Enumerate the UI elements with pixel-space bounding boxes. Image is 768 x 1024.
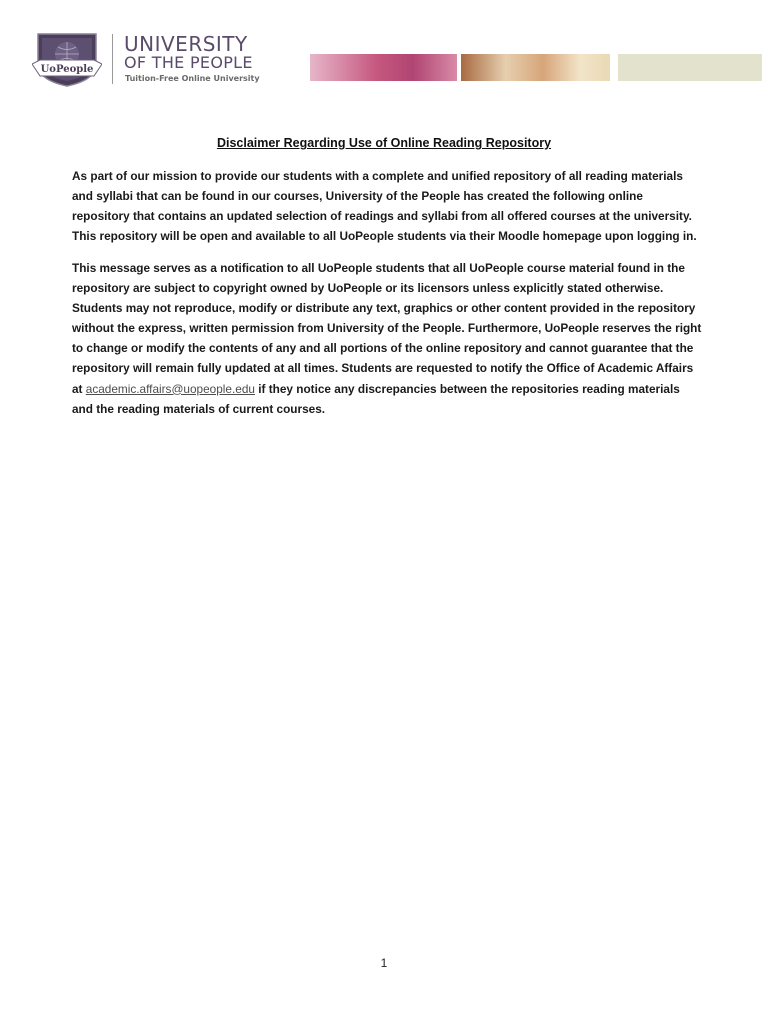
paragraph-copyright-text: This message serves as a notification to all UoPeople students that all UoPeople course material found in the repository are subject to copyright owned by UoPeople or its licensors unless explicitly stated otherwise. Students may not reproduce, modify or distribute any text, graphics or other content provided in the repository without the express, written permission from University of the People. Furthermore, UoPeople reserves the right to change or modify the contents of any and all portions of the online repository and cannot guarantee that the repository will remain fully updated at all times. Students are requested to notify the Office of Academic Affairs at [72, 261, 702, 396]
header-banner-block-3 [618, 54, 762, 81]
university-crest-logo [32, 30, 102, 88]
document-title: Disclaimer Regarding Use of Online Reading Repository [216, 136, 552, 150]
paragraph-mission: As part of our mission to provide our students with a complete and unified repository of all reading materials and syllabi that can be found in our courses, University of the People has created the following online repository that contains an updated selection of readings and syllabi from all offered courses at the university. This repository will be open and available to all UoPeople students via their Moodle homepage upon logging in. [72, 169, 697, 244]
header-banner-image-1 [310, 54, 457, 81]
logo-title-line-2: OF THE PEOPLE [124, 53, 253, 72]
logo-title-line-1: UNIVERSITY [124, 32, 248, 56]
logo-divider [112, 34, 113, 84]
paragraph-copyright-notice [72, 258, 702, 419]
paragraph-copyright-text-end: if they notice any discrepancies between the repositories reading materials and the reading materials of current courses. [72, 381, 680, 416]
logo-tagline: Tuition-Free Online University [125, 74, 260, 83]
academic-affairs-email-link[interactable]: academic.affairs@uopeople.edu [85, 381, 255, 396]
page-number: 1 [380, 956, 388, 970]
header-banner-image-2 [461, 54, 610, 81]
logo-badge-text: UoPeople [40, 64, 94, 75]
